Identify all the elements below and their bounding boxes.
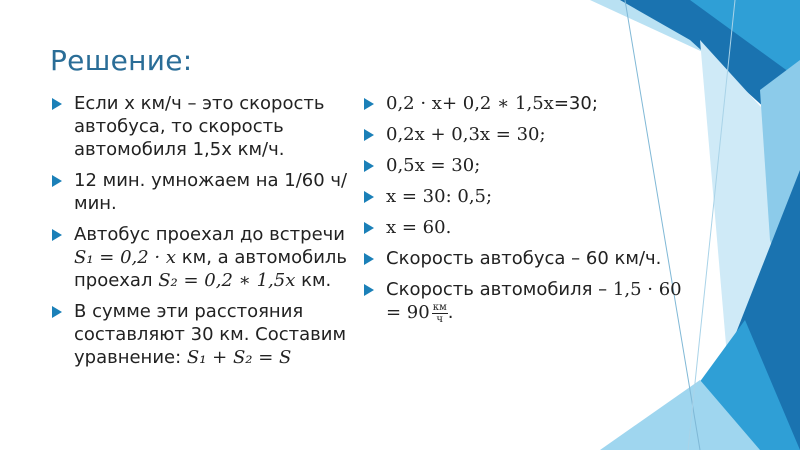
- item-text: Скорость автобуса – 60 км/ч.: [386, 248, 662, 269]
- list-item: [362, 247, 682, 270]
- bullet-arrow-icon: [364, 191, 374, 203]
- list-item: [362, 216, 682, 239]
- list-item: [50, 223, 360, 292]
- formula-s2: S₂ = 0,2 ∗ 1,5x: [158, 270, 296, 291]
- right-column: [362, 92, 682, 333]
- list-item: [362, 278, 682, 325]
- item-text: Скорость автомобиля –: [386, 279, 613, 300]
- equation: x = 30: 0,5;: [386, 186, 493, 207]
- bullet-arrow-icon: [364, 98, 374, 110]
- bullet-arrow-icon: [52, 98, 62, 110]
- bullet-arrow-icon: [52, 229, 62, 241]
- bullet-arrow-icon: [364, 253, 374, 265]
- list-item: [50, 92, 360, 161]
- item-text: Если х км/ч – это скорость автобуса, то скорость автомобиля 1,5х км/ч.: [74, 93, 325, 160]
- formula-s1: S₁ = 0,2 · x: [74, 247, 177, 268]
- bullet-arrow-icon: [364, 160, 374, 172]
- equation: 1,5 · 60 = 90: [386, 279, 682, 323]
- fraction-numerator: км: [432, 301, 447, 313]
- list-item: [362, 154, 682, 177]
- slide-title: Решение:: [50, 44, 193, 77]
- bullet-arrow-icon: [52, 175, 62, 187]
- item-text: .: [447, 302, 454, 323]
- item-text: 12 мин. умножаем на 1/60 ч/мин.: [74, 170, 348, 214]
- list-item: [362, 185, 682, 208]
- item-text: км, а автомобиль проехал: [74, 247, 348, 291]
- bullet-arrow-icon: [364, 222, 374, 234]
- equation: 0,5x = 30;: [386, 155, 481, 176]
- equation: 0,2 · x+ 0,2 ∗ 1,5x: [386, 93, 554, 114]
- bullet-arrow-icon: [364, 284, 374, 296]
- fraction-km-per-h: [432, 302, 448, 325]
- item-text: Автобус проехал до встречи: [74, 224, 345, 245]
- formula-sum: S₁ + S₂ = S: [186, 347, 292, 368]
- list-item: [50, 169, 360, 215]
- item-text: В сумме эти расстояния составляют 30 км. Составим уравнение:: [74, 301, 347, 368]
- left-column: [50, 92, 360, 377]
- bullet-arrow-icon: [52, 306, 62, 318]
- equation-tail: =30;: [553, 93, 598, 114]
- list-item: [362, 92, 682, 115]
- fraction-denominator: ч: [436, 313, 444, 325]
- bullet-arrow-icon: [364, 129, 374, 141]
- equation: x = 60.: [386, 217, 452, 238]
- list-item: [50, 300, 360, 369]
- list-item: [362, 123, 682, 146]
- item-text: км.: [295, 270, 332, 291]
- equation: 0,2x + 0,3x = 30;: [386, 124, 546, 145]
